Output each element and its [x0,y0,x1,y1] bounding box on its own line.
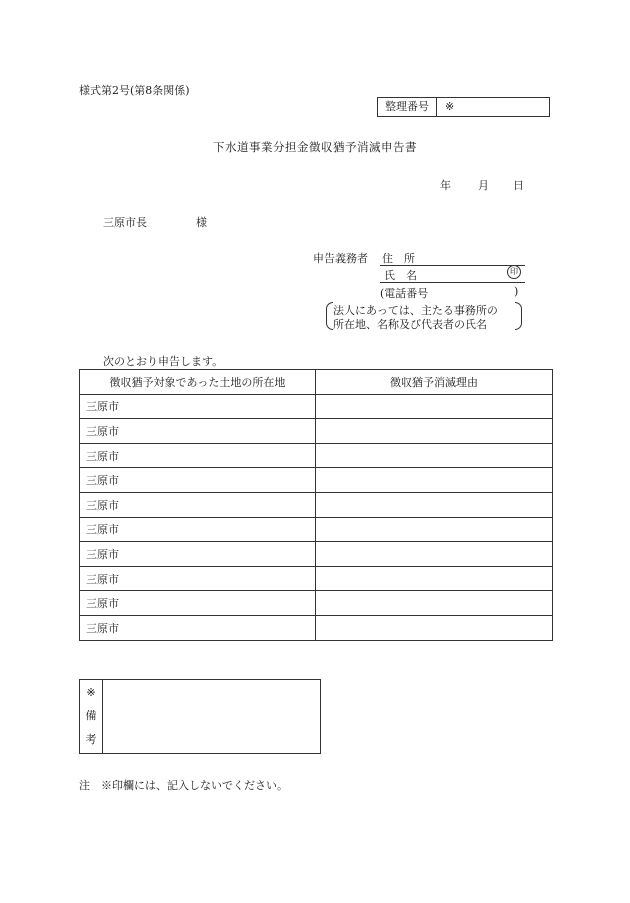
reason-cell[interactable] [316,419,553,444]
reference-number-value[interactable]: ※ [445,100,455,113]
name-line[interactable] [380,282,525,283]
remarks-mark: ※ [86,686,96,699]
corporate-note-line2: 所在地、名称及び代表者の氏名 [333,318,487,331]
remarks-field[interactable] [103,680,320,753]
reason-cell[interactable] [316,468,553,493]
reference-number-label: 整理番号 [378,98,437,116]
name-label: 氏 名 [384,269,417,282]
location-cell[interactable]: 三原市 [80,591,316,616]
location-cell[interactable]: 三原市 [80,394,316,419]
location-cell[interactable]: 三原市 [80,492,316,517]
document-title: 下水道事業分担金徴収猶予消滅申告書 [213,140,417,154]
table-row [80,517,553,542]
reason-cell[interactable] [316,542,553,567]
table-row [80,419,553,444]
remarks-label-kou: 考 [85,733,97,746]
table-row [80,492,553,517]
remarks-box [79,679,321,754]
reference-number-box [377,97,550,117]
reason-cell[interactable] [316,591,553,616]
location-cell[interactable]: 三原市 [80,517,316,542]
date-year[interactable]: 年 [440,179,451,192]
location-cell[interactable]: 三原市 [80,615,316,640]
addressee-name: 三原市長 [103,216,147,229]
addressee-honorific: 様 [196,216,207,229]
location-cell[interactable]: 三原市 [80,542,316,567]
date-day[interactable]: 日 [513,179,524,192]
address-label: 住 所 [382,252,415,265]
reason-cell[interactable] [316,492,553,517]
address-line[interactable] [380,265,525,266]
date-month[interactable]: 月 [478,179,489,192]
reason-cell[interactable] [316,615,553,640]
header-location: 徴収猶予対象であった土地の所在地 [80,370,316,395]
note-bracket-right [515,302,522,330]
location-cell[interactable]: 三原市 [80,419,316,444]
table-row [80,468,553,493]
corporate-note-line1: 法人にあっては、主たる事務所の [333,304,498,317]
table-row [80,542,553,567]
footnote: 注 ※印欄には、記入しないでください。 [79,779,288,792]
remarks-label-column [80,680,103,753]
reason-cell[interactable] [316,443,553,468]
phone-label: (電話番号 [380,287,429,300]
table-row [80,566,553,591]
reason-cell[interactable] [316,394,553,419]
table-row [80,591,553,616]
declarant-label: 申告義務者 [313,252,368,265]
header-reason: 徴収猶予消滅理由 [316,370,553,395]
location-cell[interactable]: 三原市 [80,566,316,591]
table-row [80,394,553,419]
declaration-table [79,369,553,641]
seal-mark: 印 [507,265,521,279]
reason-cell[interactable] [316,517,553,542]
location-cell[interactable]: 三原市 [80,443,316,468]
table-header-row [80,370,553,395]
table-row [80,443,553,468]
remarks-label-bi: 備 [85,709,97,722]
location-cell[interactable]: 三原市 [80,468,316,493]
intro-text: 次のとおり申告します。 [103,355,224,368]
reason-cell[interactable] [316,566,553,591]
phone-close-paren: ) [514,285,519,298]
note-bracket-left [326,302,333,330]
form-number-label: 様式第2号(第8条関係) [79,84,190,97]
table-row [80,615,553,640]
